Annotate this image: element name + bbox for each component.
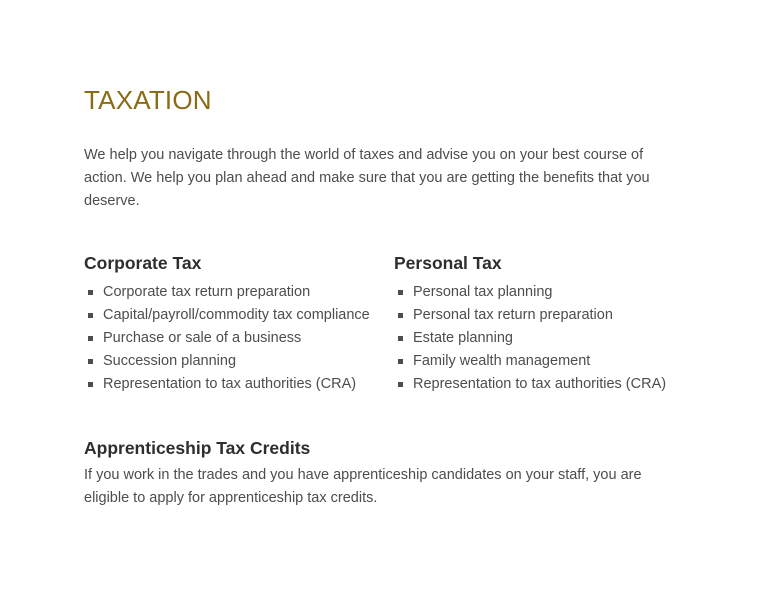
list-item	[84, 373, 394, 396]
list-item	[84, 304, 394, 327]
list-item	[84, 350, 394, 373]
main-content	[84, 80, 704, 510]
square-bullet-icon	[398, 359, 403, 364]
list-item-label: Purchase or sale of a business	[103, 330, 302, 346]
list-item	[394, 281, 704, 304]
corporate-tax-heading: Corporate Tax	[84, 253, 202, 273]
list-item	[394, 350, 704, 373]
apprenticeship-credits-heading: Apprenticeship Tax Credits	[84, 438, 311, 458]
apprenticeship-credits-text: If you work in the trades and you have apprenticeship candidates on your staff, you are eligible to apply for apprenticeship tax credits.	[84, 467, 642, 506]
list-item	[394, 327, 704, 350]
corporate-tax-section	[84, 251, 394, 396]
list-item-label: Capital/payroll/commodity tax compliance	[103, 307, 370, 323]
square-bullet-icon	[88, 313, 93, 318]
square-bullet-icon	[398, 290, 403, 295]
list-item	[394, 373, 704, 396]
corporate-tax-list	[84, 281, 394, 396]
list-item-label: Representation to tax authorities (CRA)	[103, 376, 357, 392]
list-item-label: Succession planning	[103, 353, 237, 369]
personal-tax-heading: Personal Tax	[394, 253, 502, 273]
square-bullet-icon	[88, 382, 93, 387]
list-item-label: Representation to tax authorities (CRA)	[413, 376, 667, 392]
page-title: TAXATION	[84, 85, 212, 115]
apprenticeship-credits-section	[84, 436, 704, 510]
list-item-label: Family wealth management	[413, 353, 591, 369]
list-item	[394, 304, 704, 327]
square-bullet-icon	[398, 313, 403, 318]
square-bullet-icon	[88, 359, 93, 364]
square-bullet-icon	[398, 336, 403, 341]
square-bullet-icon	[88, 290, 93, 295]
list-item	[84, 281, 394, 304]
personal-tax-list	[394, 281, 704, 396]
intro-paragraph: We help you navigate through the world of taxes and advise you on your best course of action. We help you plan ahead and make sure that you are getting the benefits that you deserve.	[84, 147, 650, 209]
list-item	[84, 327, 394, 350]
square-bullet-icon	[398, 382, 403, 387]
list-item-label: Estate planning	[413, 330, 513, 346]
personal-tax-section	[394, 251, 704, 396]
tax-columns	[84, 251, 704, 396]
square-bullet-icon	[88, 336, 93, 341]
list-item-label: Personal tax planning	[413, 284, 553, 300]
list-item-label: Corporate tax return preparation	[103, 284, 311, 300]
list-item-label: Personal tax return preparation	[413, 307, 613, 323]
